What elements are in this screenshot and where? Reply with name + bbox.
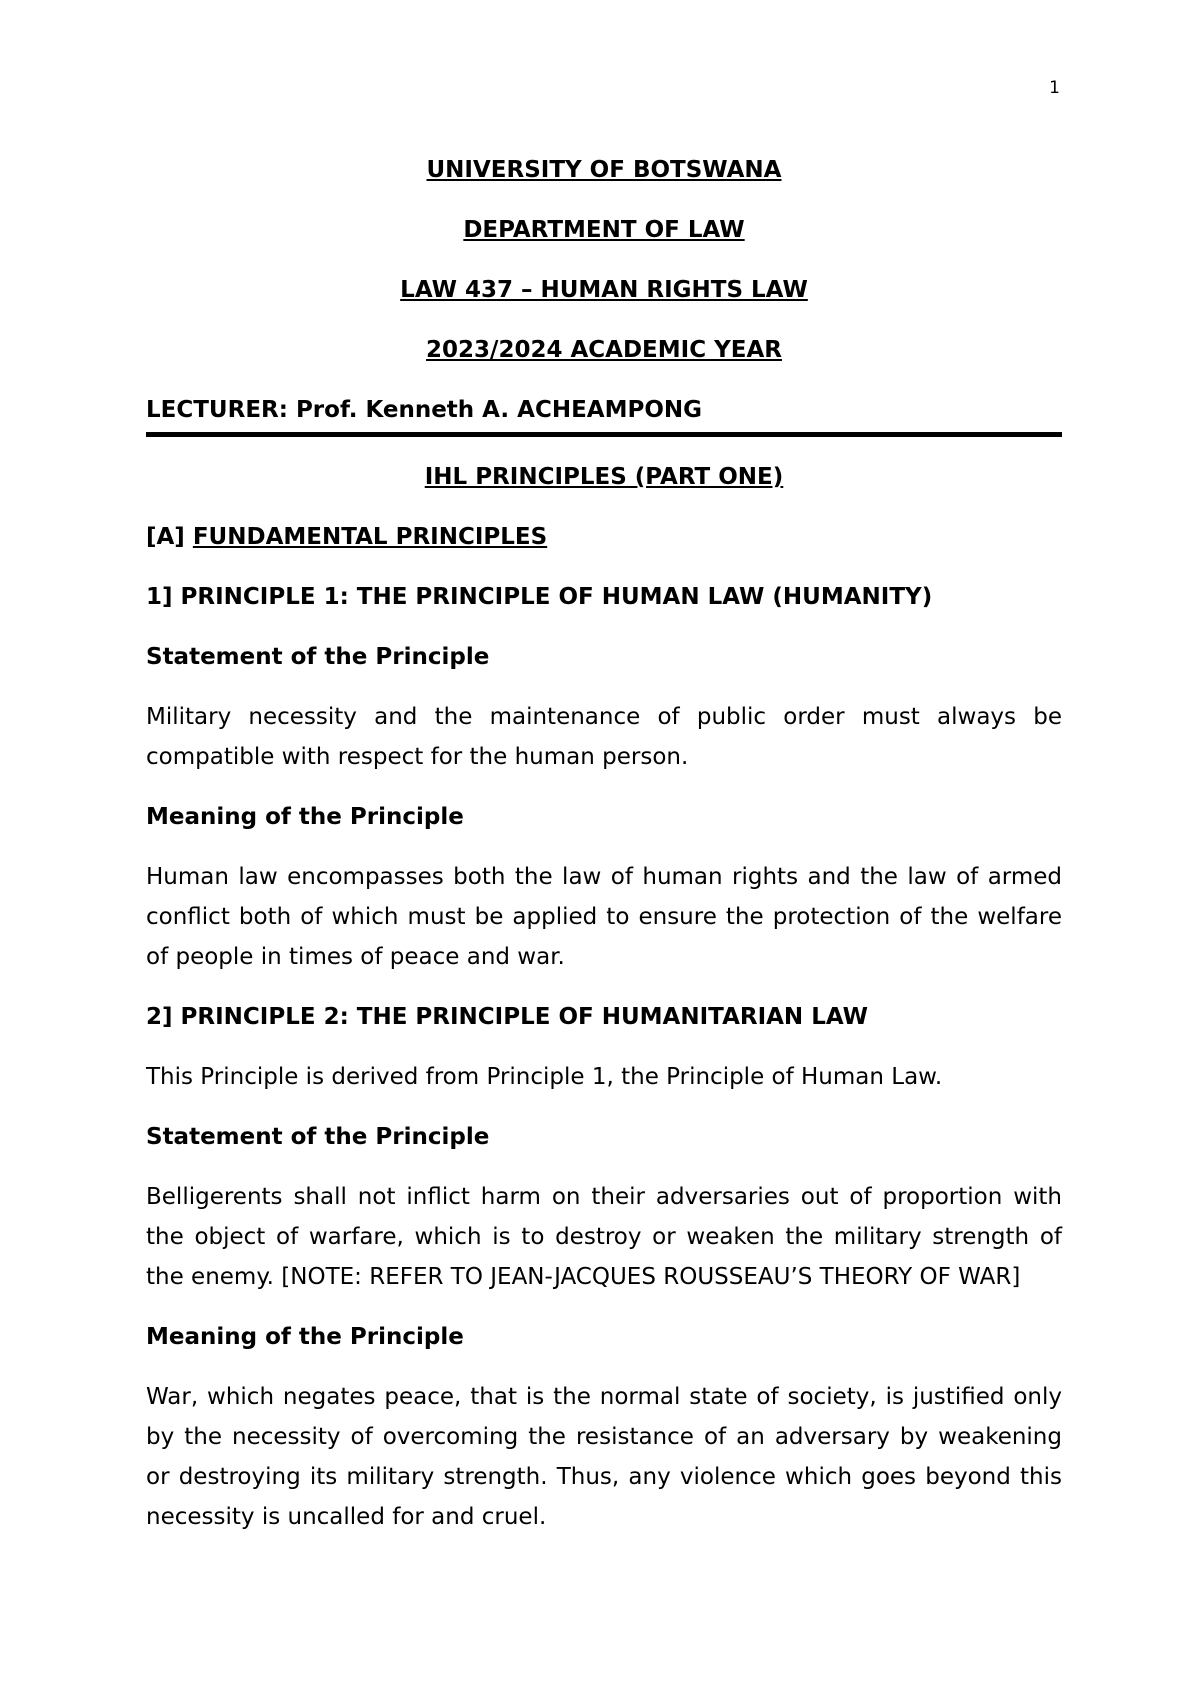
principle1-statement-heading: Statement of the Principle <box>146 644 490 670</box>
academic-year: 2023/2024 ACADEMIC YEAR <box>426 337 782 363</box>
document-title: IHL PRINCIPLES (PART ONE) <box>424 464 784 490</box>
lecturer-line: LECTURER: Prof. Kenneth A. ACHEAMPONG <box>146 390 1062 437</box>
principle1-heading: 1] PRINCIPLE 1: THE PRINCIPLE OF HUMAN LAW (HUMANITY) <box>146 584 933 610</box>
university-name: UNIVERSITY OF BOTSWANA <box>426 157 782 183</box>
principle2-statement-heading: Statement of the Principle <box>146 1124 490 1150</box>
section-a-prefix: [A] <box>146 524 193 550</box>
principle2-heading: 2] PRINCIPLE 2: THE PRINCIPLE OF HUMANITARIAN LAW <box>146 1004 868 1030</box>
principle2-meaning-heading: Meaning of the Principle <box>146 1324 464 1350</box>
page-number: 1 <box>1049 78 1060 98</box>
principle2-intro: This Principle is derived from Principle 1, the Principle of Human Law. <box>146 1064 943 1090</box>
section-a-label: FUNDAMENTAL PRINCIPLES <box>192 524 548 550</box>
principle1-statement: Military necessity and the maintenance of public order must always be compatible with respect for the human person. <box>146 704 1062 770</box>
principle1-meaning-heading: Meaning of the Principle <box>146 804 464 830</box>
document-body <box>146 150 1062 1557</box>
department-name: DEPARTMENT OF LAW <box>463 217 745 243</box>
principle2-meaning: War, which negates peace, that is the normal state of society, is justified only by the necessity of overcoming the resistance of an adversary by weakening or destroying its military strength. Thus, any violence which goes beyond this necessity is uncalled for and cruel. <box>146 1384 1062 1530</box>
principle2-statement: Belligerents shall not inflict harm on their adversaries out of proportion with the object of warfare, which is to destroy or weaken the military strength of the enemy. [NOTE: REFER TO JEAN-JACQUES ROUSSEAU’S THEORY OF WAR] <box>146 1184 1062 1290</box>
section-a-heading <box>146 517 1062 557</box>
course-title: LAW 437 – HUMAN RIGHTS LAW <box>400 277 808 303</box>
principle1-meaning: Human law encompasses both the law of human rights and the law of armed conflict both of which must be applied to ensure the protection of the welfare of people in times of peace and war. <box>146 864 1062 970</box>
